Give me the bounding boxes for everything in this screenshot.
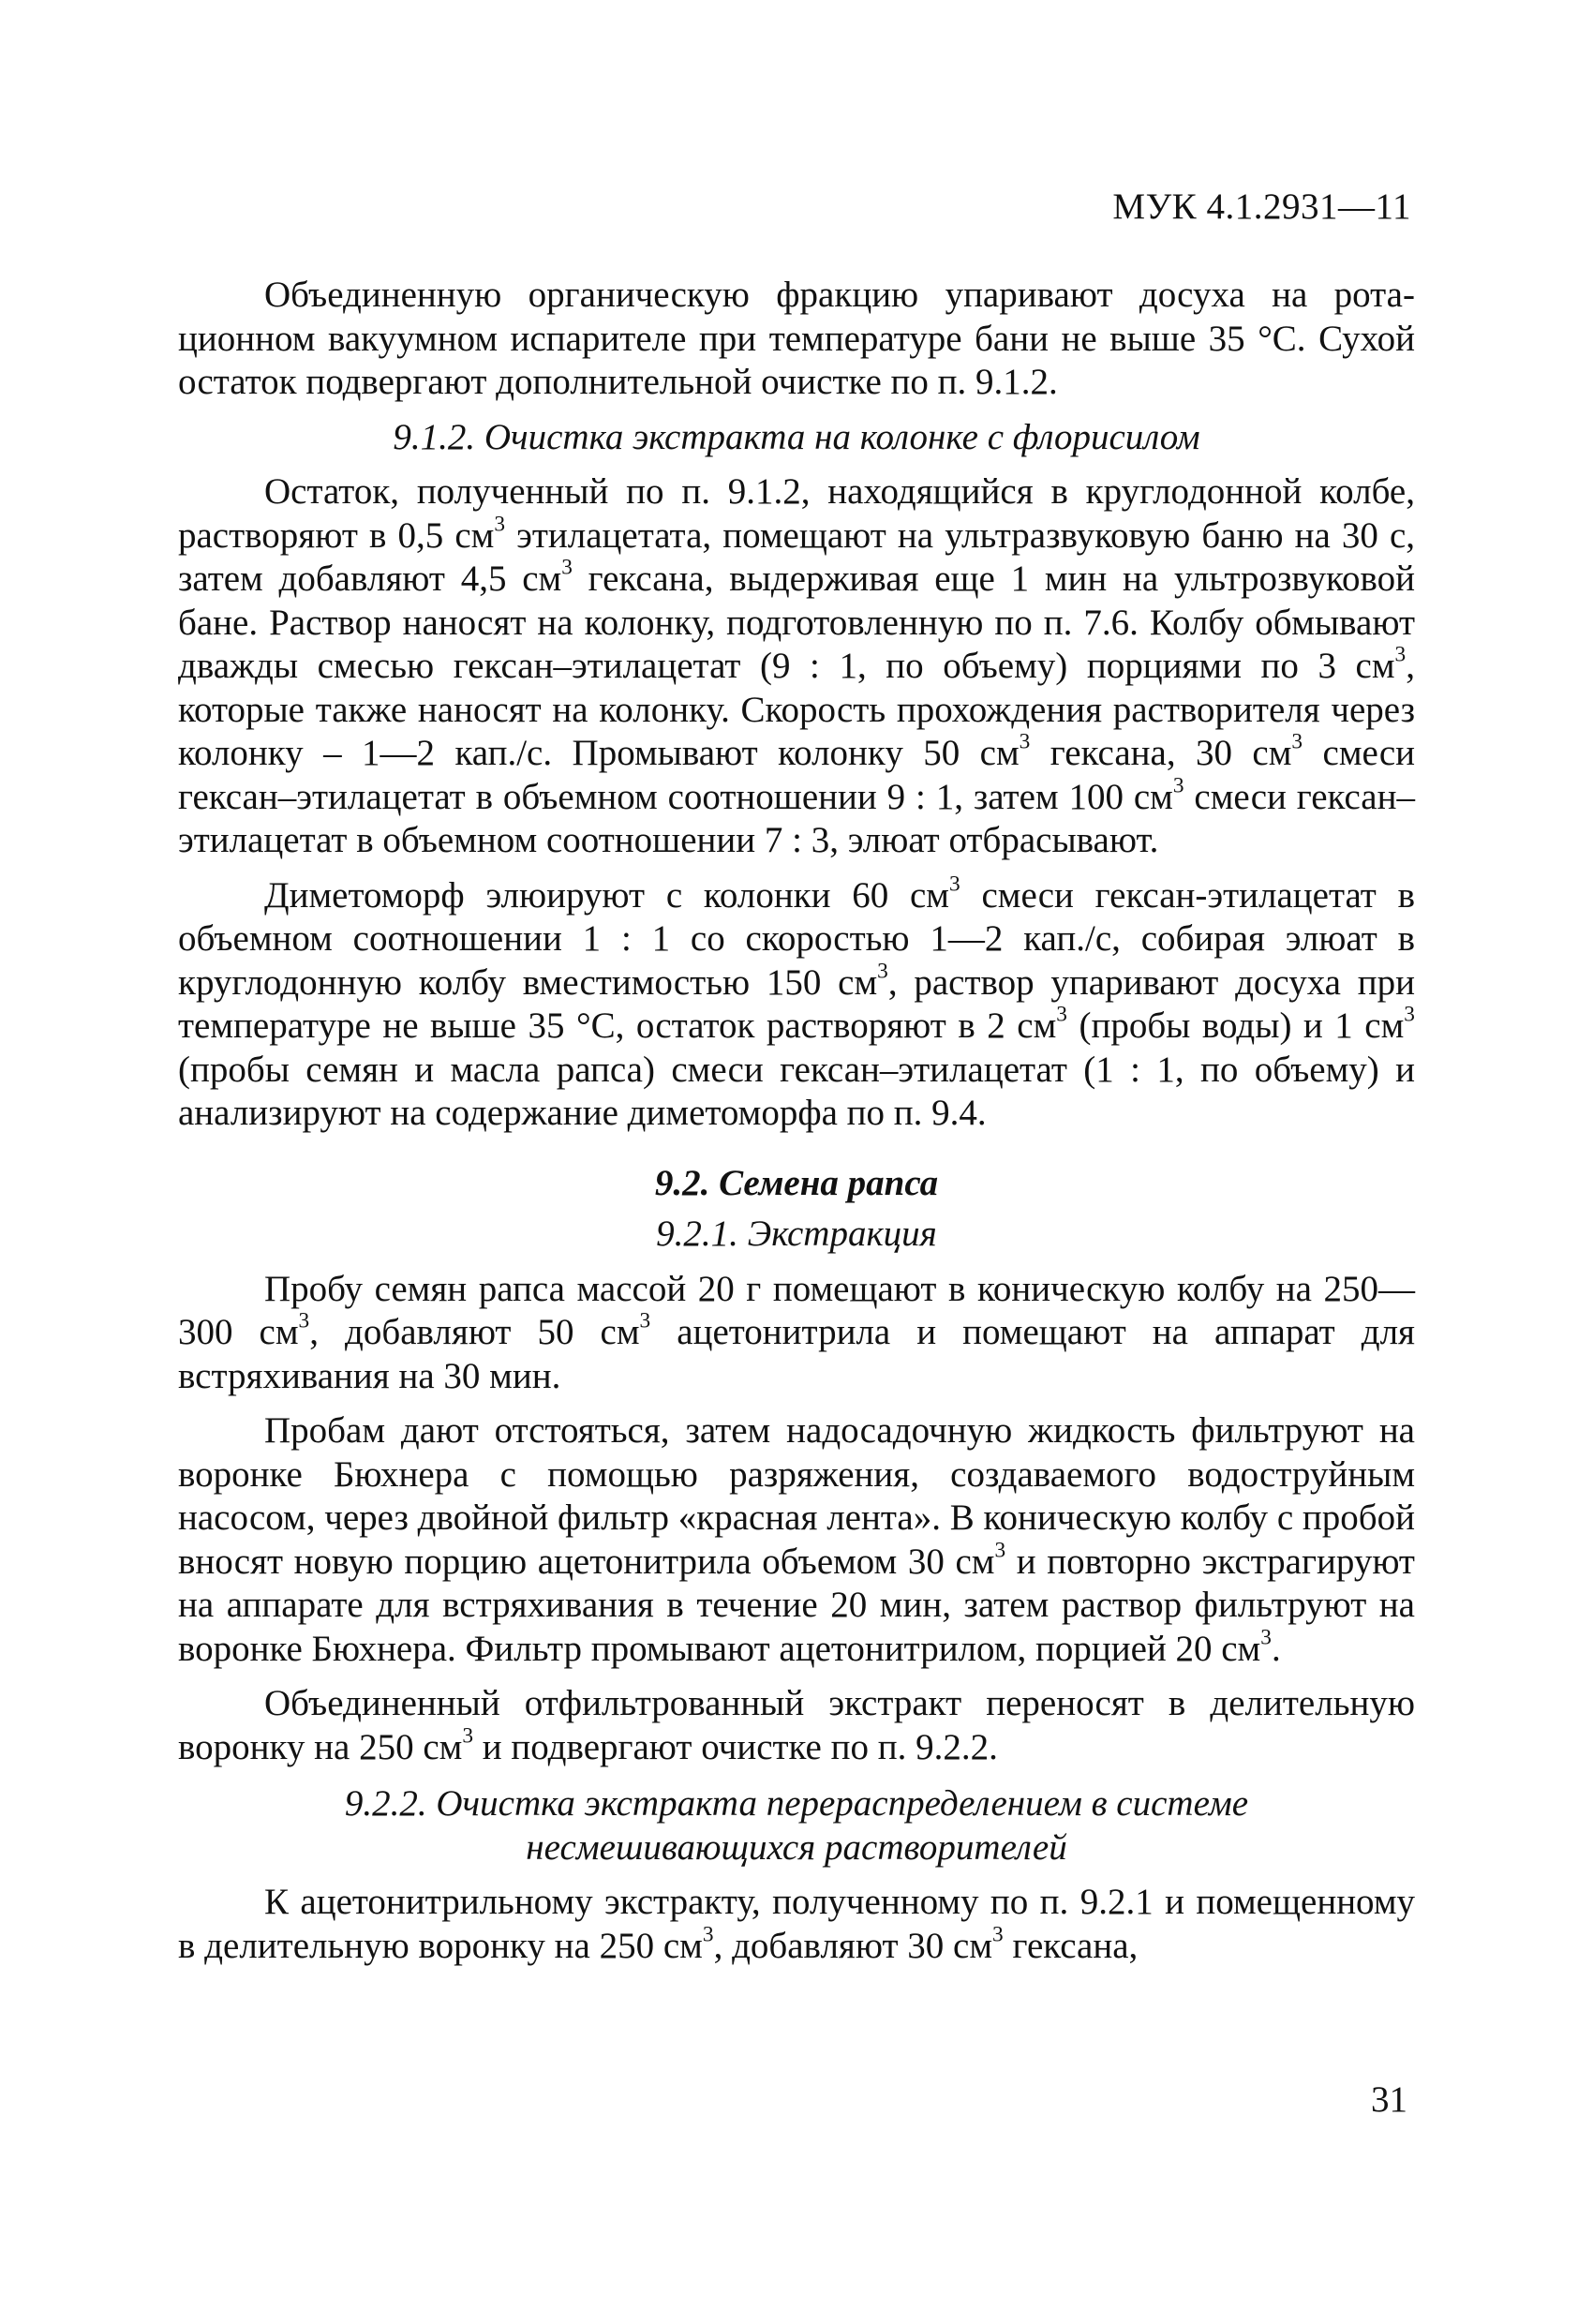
superscript: 3 [949, 871, 960, 896]
text-run: (пробы воды) и 1 см [1066, 1006, 1405, 1046]
text-run: этилацетата, помещают на ультразвуковую баню на 30 с, затем добавляют 4,5 см [178, 514, 1416, 599]
superscript: 3 [1056, 1002, 1067, 1027]
superscript: 3 [1172, 772, 1184, 797]
page-body [178, 274, 1415, 1979]
superscript: 3 [1291, 729, 1303, 754]
superscript: 3 [639, 1308, 651, 1333]
text-run: ацетонитрила и помещают на аппарат для встряхивания на 30 мин. [178, 1312, 1415, 1396]
paragraph-evaporation: Объединенную органическую фракцию упаривают досуха на ротационном вакуумном испарителе при температуре бани не выше 35 °С. Сухой остаток подвергают дополнительной очистке по п. 9.1.2. [178, 275, 1415, 402]
document-code: МУК 4.1.2931—11 [1112, 186, 1411, 227]
superscript: 3 [1404, 1002, 1415, 1027]
text-run: , добавляют 30 см [713, 1925, 993, 1966]
text-run: Объединенный отфильтрованный экстракт переносят в делительную воронку на 250 см [178, 1683, 1415, 1767]
superscript: 3 [1019, 729, 1031, 754]
superscript: 3 [1260, 1624, 1272, 1649]
text-run: гексана, [1003, 1925, 1139, 1966]
section-heading-9-2-2 [178, 1782, 1415, 1870]
text-run: Пробам дают отстояться, затем надосадочную жидкость фильтруют на воронке Бюхнера с помощью разряжения, создаваемого водоструйным насосом, через двойной фильтр «красная лента». В коническую колбу с пробой вносят новую порцию ацетонитрила объемом 30 см [178, 1410, 1415, 1582]
paragraph-transfer [178, 1682, 1415, 1769]
text-run: Пробу семян рапса массой 20 г помещают в коническую колбу на 250—300 см [178, 1268, 1415, 1352]
superscript: 3 [298, 1308, 310, 1333]
superscript: 3 [992, 1921, 1004, 1946]
text-run: , раствор упаривают досуха при температуре не выше 35 °С, остаток растворяют в 2 см [178, 961, 1415, 1046]
paragraph-elution [178, 871, 1416, 1136]
text-run: , добавляют 50 см [309, 1312, 640, 1352]
text-run: смеси гексан-этилацетат в объемном соотношении 1 : 1 со скоростью 1—2 кап./с, собирая элюат в круглодонную колбу вместимостью 150 см [178, 874, 1416, 1003]
text-run: смеси гексан–этилацетат в объемном соотношении 7 : 3, элюат отбрасывают. [178, 776, 1415, 860]
text-run: гексана, выдерживая еще 1 мин на ультрозвуковой бане. Раствор наносят на колонку, подготовленную по п. 7.6. Колбу обмывают дважды смесью гексан–этилацетат (9 : 1, по объему) порциями по 3 см [178, 559, 1415, 686]
text-run: смеси гексан–этилацетат в объемном соотношении 9 : 1, затем 100 см [178, 733, 1415, 817]
paragraph-partition [178, 1881, 1415, 1968]
paragraph-filtration [178, 1409, 1415, 1671]
section-heading-9-2: 9.2. Семена рапса [654, 1162, 939, 1203]
text-run: К ацетонитрильному экстракту, полученному по п. 9.2.1 и помещенному в делительную воронку на 250 см [178, 1882, 1415, 1966]
text-run: Остаток, полученный по п. 9.1.2, находящийся в круглодонной колбе, растворяют в 0,5 см [178, 471, 1415, 556]
text-run: . [1271, 1628, 1281, 1669]
heading-line: 9.2.2. Очистка экстракта перераспределением в системе [344, 1783, 1249, 1824]
text-run: , которые также наносят на колонку. Скорость прохождения растворителя через колонку – 1—2 кап./с. Промывают колонку 50 см [178, 646, 1415, 773]
superscript: 3 [561, 555, 573, 580]
paragraph-florisil-cleanup [178, 470, 1415, 863]
page-number: 31 [1371, 2079, 1407, 2120]
section-heading-9-1-2: 9.1.2. Очистка экстракта на колонке с флорисилом [393, 416, 1200, 457]
text-run: и повторно экстрагируют на аппарате для встряхивания в течение 20 мин, затем раствор фильтруют на воронке Бюхнера. Фильтр промывают ацетонитрилом, порцией 20 см [178, 1541, 1415, 1669]
superscript: 3 [462, 1722, 474, 1748]
superscript: 3 [494, 511, 506, 536]
text-run: гексана, 30 см [1030, 733, 1292, 773]
text-run: и подвергают очистке по п. 9.2.2. [473, 1726, 998, 1767]
heading-line: несмешивающихся растворителей [526, 1826, 1067, 1868]
section-heading-9-2-1: 9.2.1. Экстракция [656, 1214, 937, 1254]
superscript: 3 [1394, 642, 1407, 667]
text-run: (пробы семян и масла рапса) смеси гексан–этилацетат (1 : 1, по объему) и анализируют на содержание диметоморфа по п. 9.4. [178, 1049, 1415, 1133]
superscript: 3 [877, 958, 888, 983]
paragraph-seed-extraction [178, 1268, 1415, 1399]
text-run: Диметоморф элюируют с колонки 60 см [264, 874, 949, 916]
superscript: 3 [702, 1921, 714, 1946]
superscript: 3 [994, 1537, 1006, 1562]
